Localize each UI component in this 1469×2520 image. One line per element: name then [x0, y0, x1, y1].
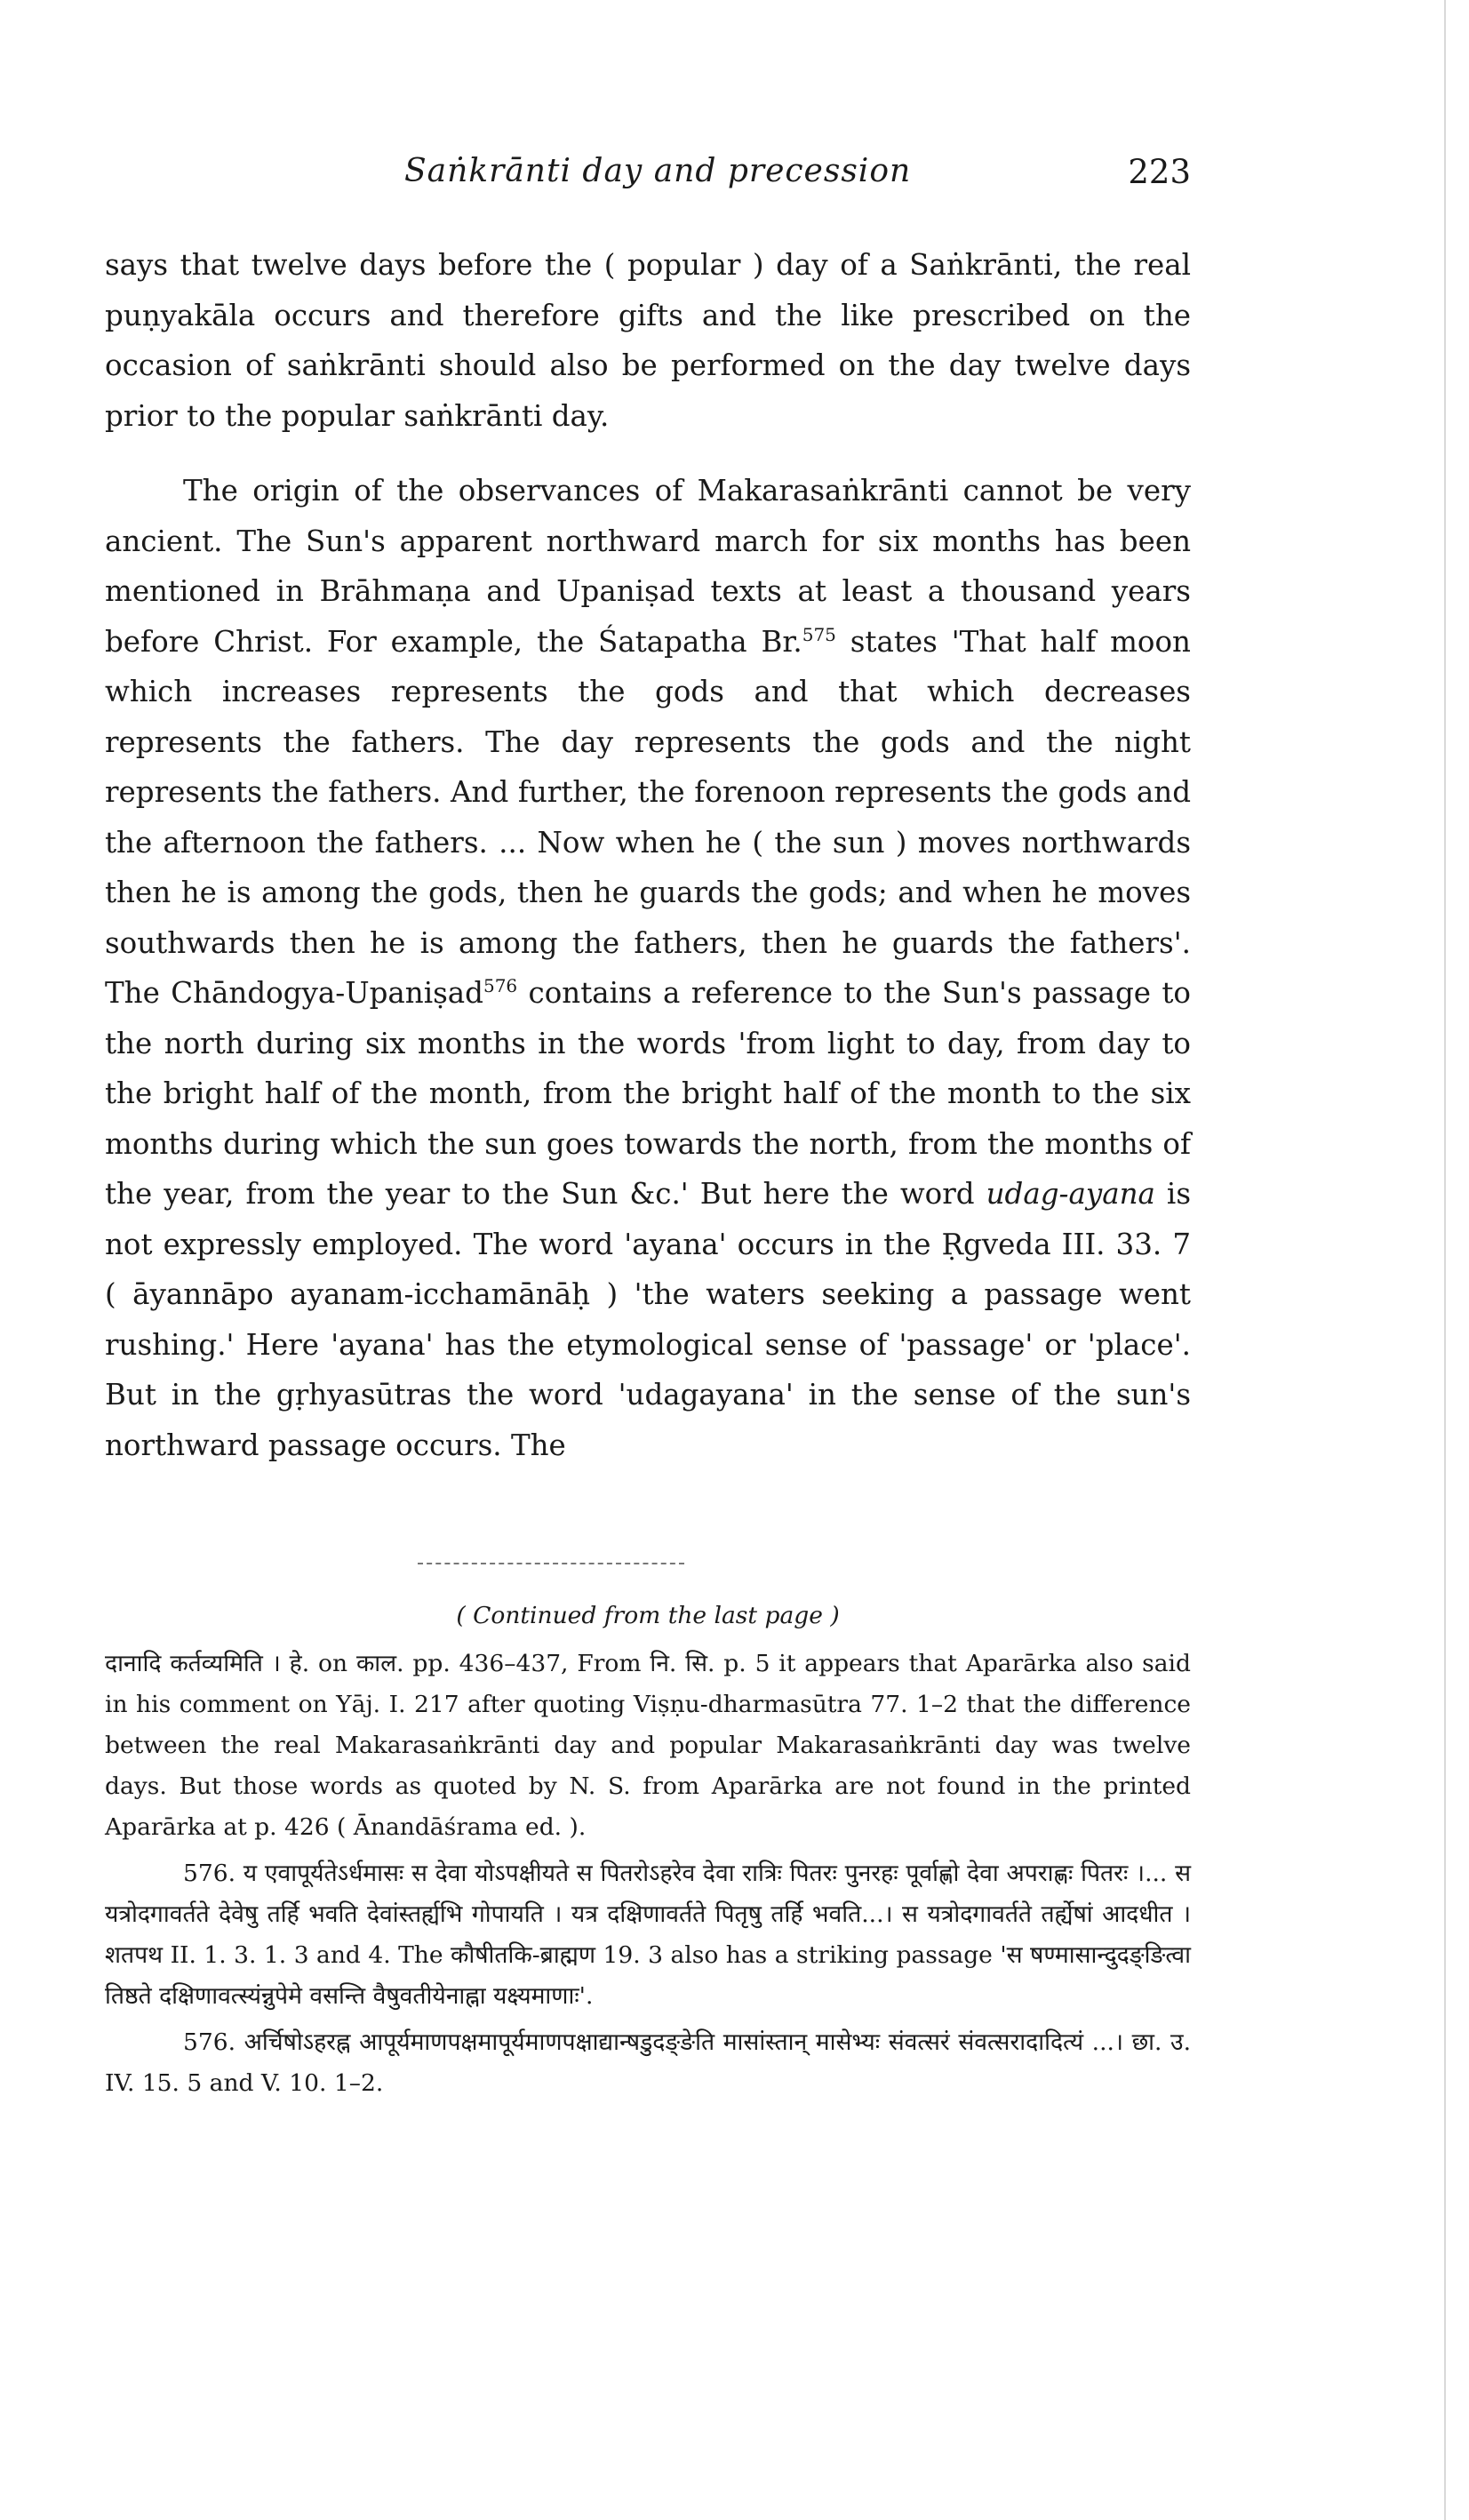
- paragraph-2-part-c: contains a reference to the Sun's passage to the north during six months in the words 'from light to day, from day to the bright half of the month, from the bright half of the month to the six months during which the sun goes towards the north, from the months of the year, from the year to the Sun &c.' But here the word: [105, 976, 1191, 1211]
- footnote-575: 576. य एवापूर्यतेऽर्धमासः स देवा योऽपक्षीयते स पितरोऽहरेव देवा रात्रिः पितरः पुनरहः पूर्वाह्णो देवा अपराह्णः पितरः ।... स यत्रोदगावर्तते देवेषु तर्हि भवति देवांस्तर्ह्यभि गोपायति । यत्र दक्षिणावर्तते पितृषु तर्हि भवति...। स यत्रोदगावर्तते तर्ह्येषां आदधीत । शतपथ II. 1. 3. 1. 3 and 4. The कौषीतकि-ब्राह्मण 19. 3 also has a striking passage 'स षण्मासान्दुदङ्ङित्वा तिष्ठते दक्षिणावत्स्यंन्नुपेमे वसन्ति वैषुवतीयेनाह्ना यक्ष्यमाणाः'.: [105, 1860, 1191, 2010]
- page-header: [107, 153, 1191, 206]
- footnote-ref-575: 575: [802, 623, 836, 645]
- continued-footnote: दानादि कर्तव्यमिति । हे. on काल. pp. 436–437, From नि. सि. p. 5 it appears that Aparārka also said in his comment on Yāj. I. 217 after quoting Viṣṇu-dharmasūtra 77. 1–2 that the difference between the real Makarasaṅkrānti day and popular Makarasaṅkrānti day was twelve days. But those words as quoted by N. S. from Aparārka are not found in the printed Aparārka at p. 426 ( Ānandāśrama ed. ).: [105, 1650, 1191, 1841]
- main-text: [105, 240, 1191, 1470]
- page-number: 223: [1128, 153, 1191, 191]
- term-udagayana: udag-ayana: [986, 1177, 1155, 1211]
- footnotes: [105, 1596, 1191, 2104]
- paragraph-2-part-d: is not expressly employed. The word 'ayana' occurs in the Ṛgveda III. 33. 7 ( āyannāpo ayanam-icchamānāḥ ) 'the waters seeking a passage went rushing.' Here 'ayana' has the etymological sense of 'passage' or 'place'. But in the gṛhyasūtras the word 'udagayana' in the sense of the sun's northward passage occurs. The: [105, 1177, 1191, 1462]
- page-edge-line: [1444, 0, 1446, 2520]
- footnote-divider: [418, 1563, 684, 1564]
- paragraph-2: [105, 466, 1191, 1470]
- running-title: Saṅkrānti day and precession: [404, 153, 912, 189]
- footnote-576: 576. अर्चिषोऽहरह्न आपूर्यमाणपक्षमापूर्यमाणपक्षाद्यान्षडुदङ्ङेति मासांस्तान् मासेभ्यः संवत्सरं संवत्सरादादित्यं ...। छा. उ. IV. 15. 5 and V. 10. 1–2.: [105, 2028, 1191, 2097]
- paragraph-1: says that twelve days before the ( popular ) day of a Saṅkrānti, the real puṇyakāla occurs and therefore gifts and the like prescribed on the occasion of saṅkrānti should also be performed on the day twelve days prior to the popular saṅkrānti day.: [105, 248, 1191, 433]
- continued-note: ( Continued from the last page ): [456, 1602, 840, 1629]
- footnote-ref-576: 576: [483, 975, 518, 997]
- paragraph-2-part-b: states 'That half moon which increases represents the gods and that which decreases represents the fathers. The day represents the gods and the night represents the fathers. And further, the forenoon represents the gods and the afternoon the fathers. ... Now when he ( the sun ) moves northwards then he is among the gods, then he guards the gods; and when he moves southwards then he is among the fathers, then he guards the fathers'. The Chāndogya-Upaniṣad: [105, 624, 1191, 1010]
- paragraph-2-part-a: The origin of the observances of Makarasaṅkrānti cannot be very ancient. The Sun's apparent northward march for six months has been mentioned in Brāhmaṇa and Upaniṣad texts at least a thousand years before Christ. For example, the Śatapatha Br.: [105, 474, 1191, 659]
